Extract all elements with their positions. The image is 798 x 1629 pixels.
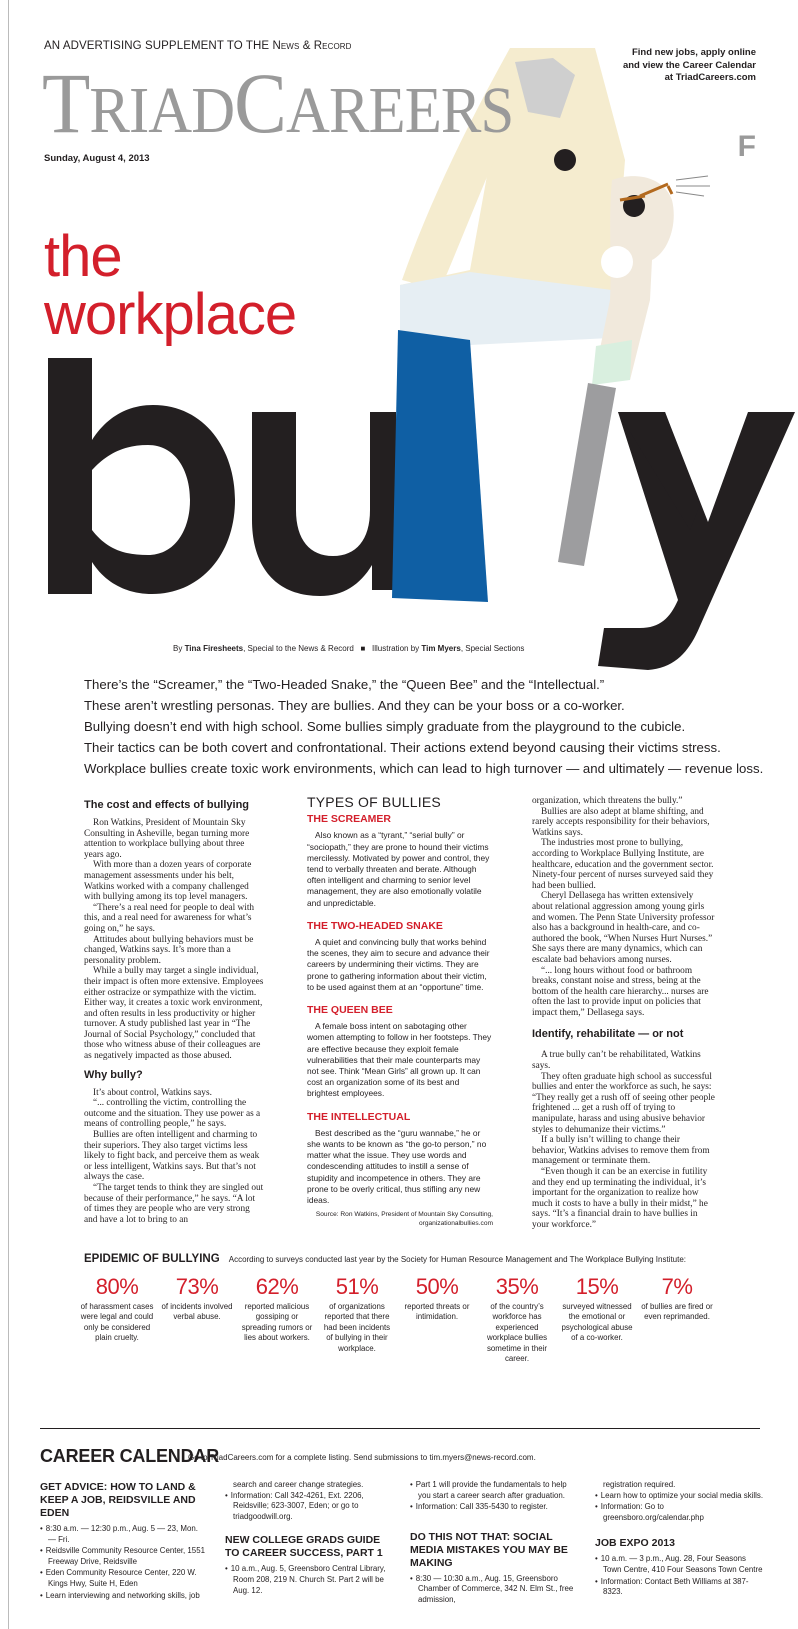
paragraph: A true bully can’t be rehabilitated, Watkins says. <box>532 1050 701 1072</box>
article-column-1 <box>84 798 265 1225</box>
event-title: JOB EXPO 2013 <box>595 1537 675 1550</box>
type-description: Best described as the “guru wannabe,” he or she wants to be known as “the go-to person,” no matter what the issue. They use words and condescending attitudes to instill a sense of stupidity and incompetence in others. They are prone to be overly critical, thus stifling any new ideas. <box>307 1127 487 1206</box>
stat-description: of bullies are fired or even reprimanded. <box>641 1302 713 1322</box>
headline-the: the <box>44 224 122 289</box>
types-of-bullies-sidebar <box>307 794 493 1228</box>
lede <box>84 674 764 779</box>
paragraph: While a bully may target a single individual, their impact is often more extensive. Employees either ostracize or sympathize with the victim. Either way, it creates a toxic work environment, and often results in less productivity or higher turnover. A study published last year in “The Journal of Social Psychology,” concluded that those who witness abuse of their colleagues are as negatively impacted as those abused. <box>84 966 264 1062</box>
stat-percent: 80% <box>95 1274 139 1299</box>
lede-line: There’s the “Screamer,” the “Two-Headed Snake,” the “Queen Bee” and the “Intellectual.” <box>84 677 605 692</box>
headline-workplace: workplace <box>44 282 297 347</box>
stat-description: reported malicious gossiping or spreading rumors or lies about workers. <box>241 1302 313 1343</box>
event-title: DO THIS NOT THAT: SOCIAL MEDIA MISTAKES YOU MAY BE MAKING <box>410 1530 568 1569</box>
epidemic-title: EPIDEMIC OF BULLYING <box>84 1253 220 1265</box>
type-heading-screamer: THE SCREAMER <box>307 813 392 826</box>
stat-percent: 7% <box>661 1274 693 1299</box>
stat-item <box>80 1274 154 1344</box>
epidemic-header <box>84 1253 686 1265</box>
paragraph: The industries most prone to bullying, according to Workplace Bullying Institute, are healthcare, education and the government sector. Ninety-four percent of nurses surveyed said they had been bullied. <box>532 838 714 891</box>
stat-description: of harassment cases were legal and could only be considered plain cruelty. <box>80 1302 154 1343</box>
paragraph: “... controlling the victim, controlling the outcome and the situation. They use power as a means of controlling people,” he says. <box>84 1098 261 1130</box>
event-detail: • Learn interviewing and networking skills, job <box>40 1591 205 1602</box>
event-detail: • Reidsville Community Resource Center, 1551 Freeway Drive, Reidsville <box>40 1546 205 1567</box>
byline-illustrator: Tim Myers <box>421 644 461 653</box>
paragraph: If a bully isn’t willing to change their behavior, Watkins advises to remove them from management or terminate them. <box>532 1135 710 1167</box>
stat-description: of incidents involved verbal abuse. <box>161 1302 233 1322</box>
letter-b <box>48 358 235 594</box>
section-letter: F <box>737 130 756 163</box>
lede-line: These aren’t wrestling personas. They are bullies. And they can be your boss or a co-worker. <box>84 698 625 713</box>
byline-illus: Illustration by <box>372 644 422 653</box>
subhead-cost: The cost and effects of bullying <box>84 799 250 811</box>
calendar-title: CAREER CALENDAR <box>40 1446 220 1466</box>
masthead-title <box>42 55 514 156</box>
paragraph: It’s about control, Watkins says. <box>93 1087 212 1098</box>
paragraph: “The target tends to think they are singled out because of their performance,” he says. “A lot of times they are people who are very strong and have a lot to bring to an <box>84 1183 264 1225</box>
source-line: organizationalbullies.com <box>418 1220 493 1228</box>
paragraph: “... long hours without food or bathroom breaks, constant noise and stress, being at the bottom of the health care hierarchy... nurses are often the last to provide input on policies that impact them,” Dellasega says. <box>532 965 709 1018</box>
event-detail: • Part 1 will provide the fundamentals to help you start a career search after graduation. <box>410 1480 578 1501</box>
paper-name: News & Record <box>272 40 352 52</box>
source-line: Source: Ron Watkins, President of Mountain Sky Consulting, <box>315 1211 493 1219</box>
byline-by: By <box>173 644 185 653</box>
event-detail: • Information: Call 335-5430 to register. <box>410 1502 578 1513</box>
promo-line: and view the Career Calendar <box>622 59 756 71</box>
masthead-areers: AREERS <box>286 74 514 147</box>
lede-line: Their tactics can be both covert and confrontational. Their actions extend beyond causing their victims stress. <box>84 740 721 755</box>
source-note <box>307 1210 493 1228</box>
byline-author: Tina Firesheets <box>184 644 244 653</box>
stat-percent: 62% <box>255 1274 299 1299</box>
event-detail: • Information: Call 342-4261, Ext. 2206, Reidsville; 623-3007, Eden; or go to triadgoodwill.org. <box>225 1491 393 1523</box>
stat-description: of organizations reported that there had been incidents of bullying in their workplace. <box>323 1302 391 1353</box>
byline-separator: ■ <box>360 644 366 653</box>
paragraph: They often graduate high school as successful bullies and enter the workforce as such, he says: “They really get a rush off of seeing other people frightened ... get a rush off of trying to manipulate, harass and using abusive behavior styles to dehumanize their victims.” <box>532 1071 715 1135</box>
stat-item <box>320 1274 394 1354</box>
stat-percent: 73% <box>175 1274 219 1299</box>
paragraph: Bullies are also adept at blame shifting, and rarely accepts responsibility for their behaviors, Watkins says. <box>532 806 710 838</box>
event-detail: • 8:30 a.m. — 12:30 p.m., Aug. 5 — 23, Mon. — Fri. <box>40 1524 205 1545</box>
subhead-why: Why bully? <box>84 1068 143 1081</box>
paragraph: Ron Watkins, President of Mountain Sky Consulting in Asheville, began turning more attention to workplace bullying about three years ago. <box>84 818 250 860</box>
event-title: GET ADVICE: HOW TO LAND & KEEP A JOB, REIDSVILLE AND EDEN <box>40 1481 196 1519</box>
type-heading-queen-bee: THE QUEEN BEE <box>307 1004 393 1017</box>
paragraph: “There’s a real need for people to deal with this, and a real need for awareness for what’s going on,” he says. <box>84 902 255 934</box>
event-detail: • 10 a.m. — 3 p.m., Aug. 28, Four Seasons Town Centre, 410 Four Seasons Town Centre <box>595 1554 765 1575</box>
paragraph: Attitudes about bullying behaviors must be changed, Watkins says. It’s more than a personality problem. <box>84 934 254 966</box>
stat-description: of the country’s workforce has experienced workplace bullies sometime in their career. <box>486 1302 548 1364</box>
stat-percent: 51% <box>335 1274 379 1299</box>
sidebar-title: TYPES OF BULLIES <box>307 794 441 810</box>
headline-bully-hidden <box>0 0 10 10</box>
event-detail-cont: search and career change strategies. <box>233 1480 364 1489</box>
masthead-c: C <box>234 55 287 151</box>
epidemic-intro: According to surveys conducted last year by the Society for Human Resource Management and The Workplace Bullying Institute: <box>228 1255 687 1264</box>
event-detail: • Learn how to optimize your social media skills. <box>595 1491 765 1502</box>
paragraph: organization, which threatens the bully.” <box>532 796 683 806</box>
issue-date: Sunday, August 4, 2013 <box>44 153 150 164</box>
event-title: NEW COLLEGE GRADS GUIDE TO CAREER SUCCESS, PART 1 <box>225 1534 383 1560</box>
supplement-line <box>44 40 352 52</box>
stat-item <box>480 1274 554 1364</box>
stat-description: surveyed witnessed the emotional or psychological abuse of a co-worker. <box>561 1302 633 1343</box>
event-detail: • 10 a.m., Aug. 5, Greensboro Central Library, Room 208, 219 N. Church St. Part 2 will be Aug. 12. <box>225 1564 393 1596</box>
byline-illustrator-role: , Special Sections <box>460 644 525 653</box>
paragraph: Cheryl Dellasega has written extensively about relational aggression among young girls and women. The Penn State University professor also has a background in health-care, and co-authored the book, “When Nurses Hurt Nurses.” She says there are many dynamics, which can escalate bad behaviors among nurses. <box>532 891 715 965</box>
stat-percent: 50% <box>415 1274 459 1299</box>
stat-item <box>400 1274 474 1323</box>
calendar-column-3 <box>410 1480 578 1607</box>
type-description: A quiet and convincing bully that works behind the scenes, they aim to secure and advance their careers by undermining their victims. They are prone to gathering information about their victim, to be used against them at an “opportune” time. <box>307 937 490 992</box>
stat-item <box>160 1274 234 1323</box>
calendar-column-4 <box>595 1480 765 1599</box>
stat-percent: 15% <box>575 1274 619 1299</box>
type-description: Also known as a “tyrant,” “serial bully” or “sociopath,” they are prone to hound their victims mercilessly. Motivated by power and control, they tend to verbally threaten and berate. Although often intelligent and charming to senior level management, they are also emotionally volatile and unpredictable. <box>307 830 490 908</box>
letter-u <box>252 412 396 596</box>
stat-description: reported threats or intimidation. <box>404 1302 470 1322</box>
masthead-t: T <box>42 55 90 151</box>
calendar-column-1 <box>40 1481 205 1602</box>
paragraph: Bullies are often intelligent and charming to their superiors. They also target victims less likely to fight back, and perceive them as weak or less intelligent, Watkins says. But that’s not always the case. <box>84 1130 260 1183</box>
calendar-column-2 <box>225 1480 393 1597</box>
lede-line: Bullying doesn’t end with high school. Some bullies simply graduate from the playground to the cubicle. <box>84 719 686 734</box>
stat-item <box>560 1274 634 1344</box>
stat-item <box>240 1274 314 1344</box>
event-detail[interactable]: • Information: Go to greensboro.org/calendar.php <box>595 1502 765 1523</box>
masthead-riad: RIAD <box>89 74 235 147</box>
paragraph: With more than a dozen years of corporate management assessments under his belt, Watkins worked with a company challenged with bullying among its top level managers. <box>84 860 252 903</box>
promo-line[interactable]: at TriadCareers.com <box>664 72 756 83</box>
byline-author-role: , Special to the News & Record <box>243 644 354 653</box>
event-detail: • Information: Contact Beth Williams at 387-8323. <box>595 1577 765 1598</box>
promo-line: Find new jobs, apply online <box>631 47 756 58</box>
stat-item <box>640 1274 714 1323</box>
letter-y <box>598 412 795 670</box>
event-detail-cont: registration required. <box>603 1480 676 1489</box>
paragraph: “Even though it can be an exercise in futility and they end up terminating the individual, it’s important for the organization to realize how much it costs to have a bully in their midst,” he says. “It’s a financial drain to have bullies in your workforce.” <box>532 1167 708 1230</box>
supplement-prefix: AN ADVERTISING SUPPLEMENT TO THE <box>44 40 270 52</box>
promo-text <box>596 47 756 85</box>
calendar-divider <box>40 1428 760 1429</box>
lede-line: Workplace bullies create toxic work environments, which can lead to high turnover — and ultimately — revenue loss. <box>84 761 764 776</box>
subhead-identify: Identify, rehabilitate — or not <box>532 1028 684 1041</box>
event-detail: • Eden Community Resource Center, 220 W. Kings Hwy, Suite H, Eden <box>40 1568 205 1589</box>
article-column-3 <box>532 796 715 1231</box>
type-heading-intellectual: THE INTELLECTUAL <box>307 1110 411 1123</box>
calendar-note: Go to TriadCareers.com for a complete listing. Send submissions to tim.myers@news-record.com. <box>188 1453 536 1462</box>
stat-percent: 35% <box>495 1274 539 1299</box>
type-heading-snake: THE TWO-HEADED SNAKE <box>307 919 443 932</box>
byline <box>173 644 524 653</box>
type-description: A female boss intent on sabotaging other women attempting to follow in her footsteps. They are effective because they exploit female vulnerabilities that their male counterparts may not see. Think “Mean Girls” all grown up. It can cost an organization some of its best and brightest employees. <box>307 1021 492 1099</box>
event-detail: • 8:30 — 10:30 a.m., Aug. 15, Greensboro Chamber of Commerce, 342 N. Elm St., free admission, <box>410 1574 578 1606</box>
